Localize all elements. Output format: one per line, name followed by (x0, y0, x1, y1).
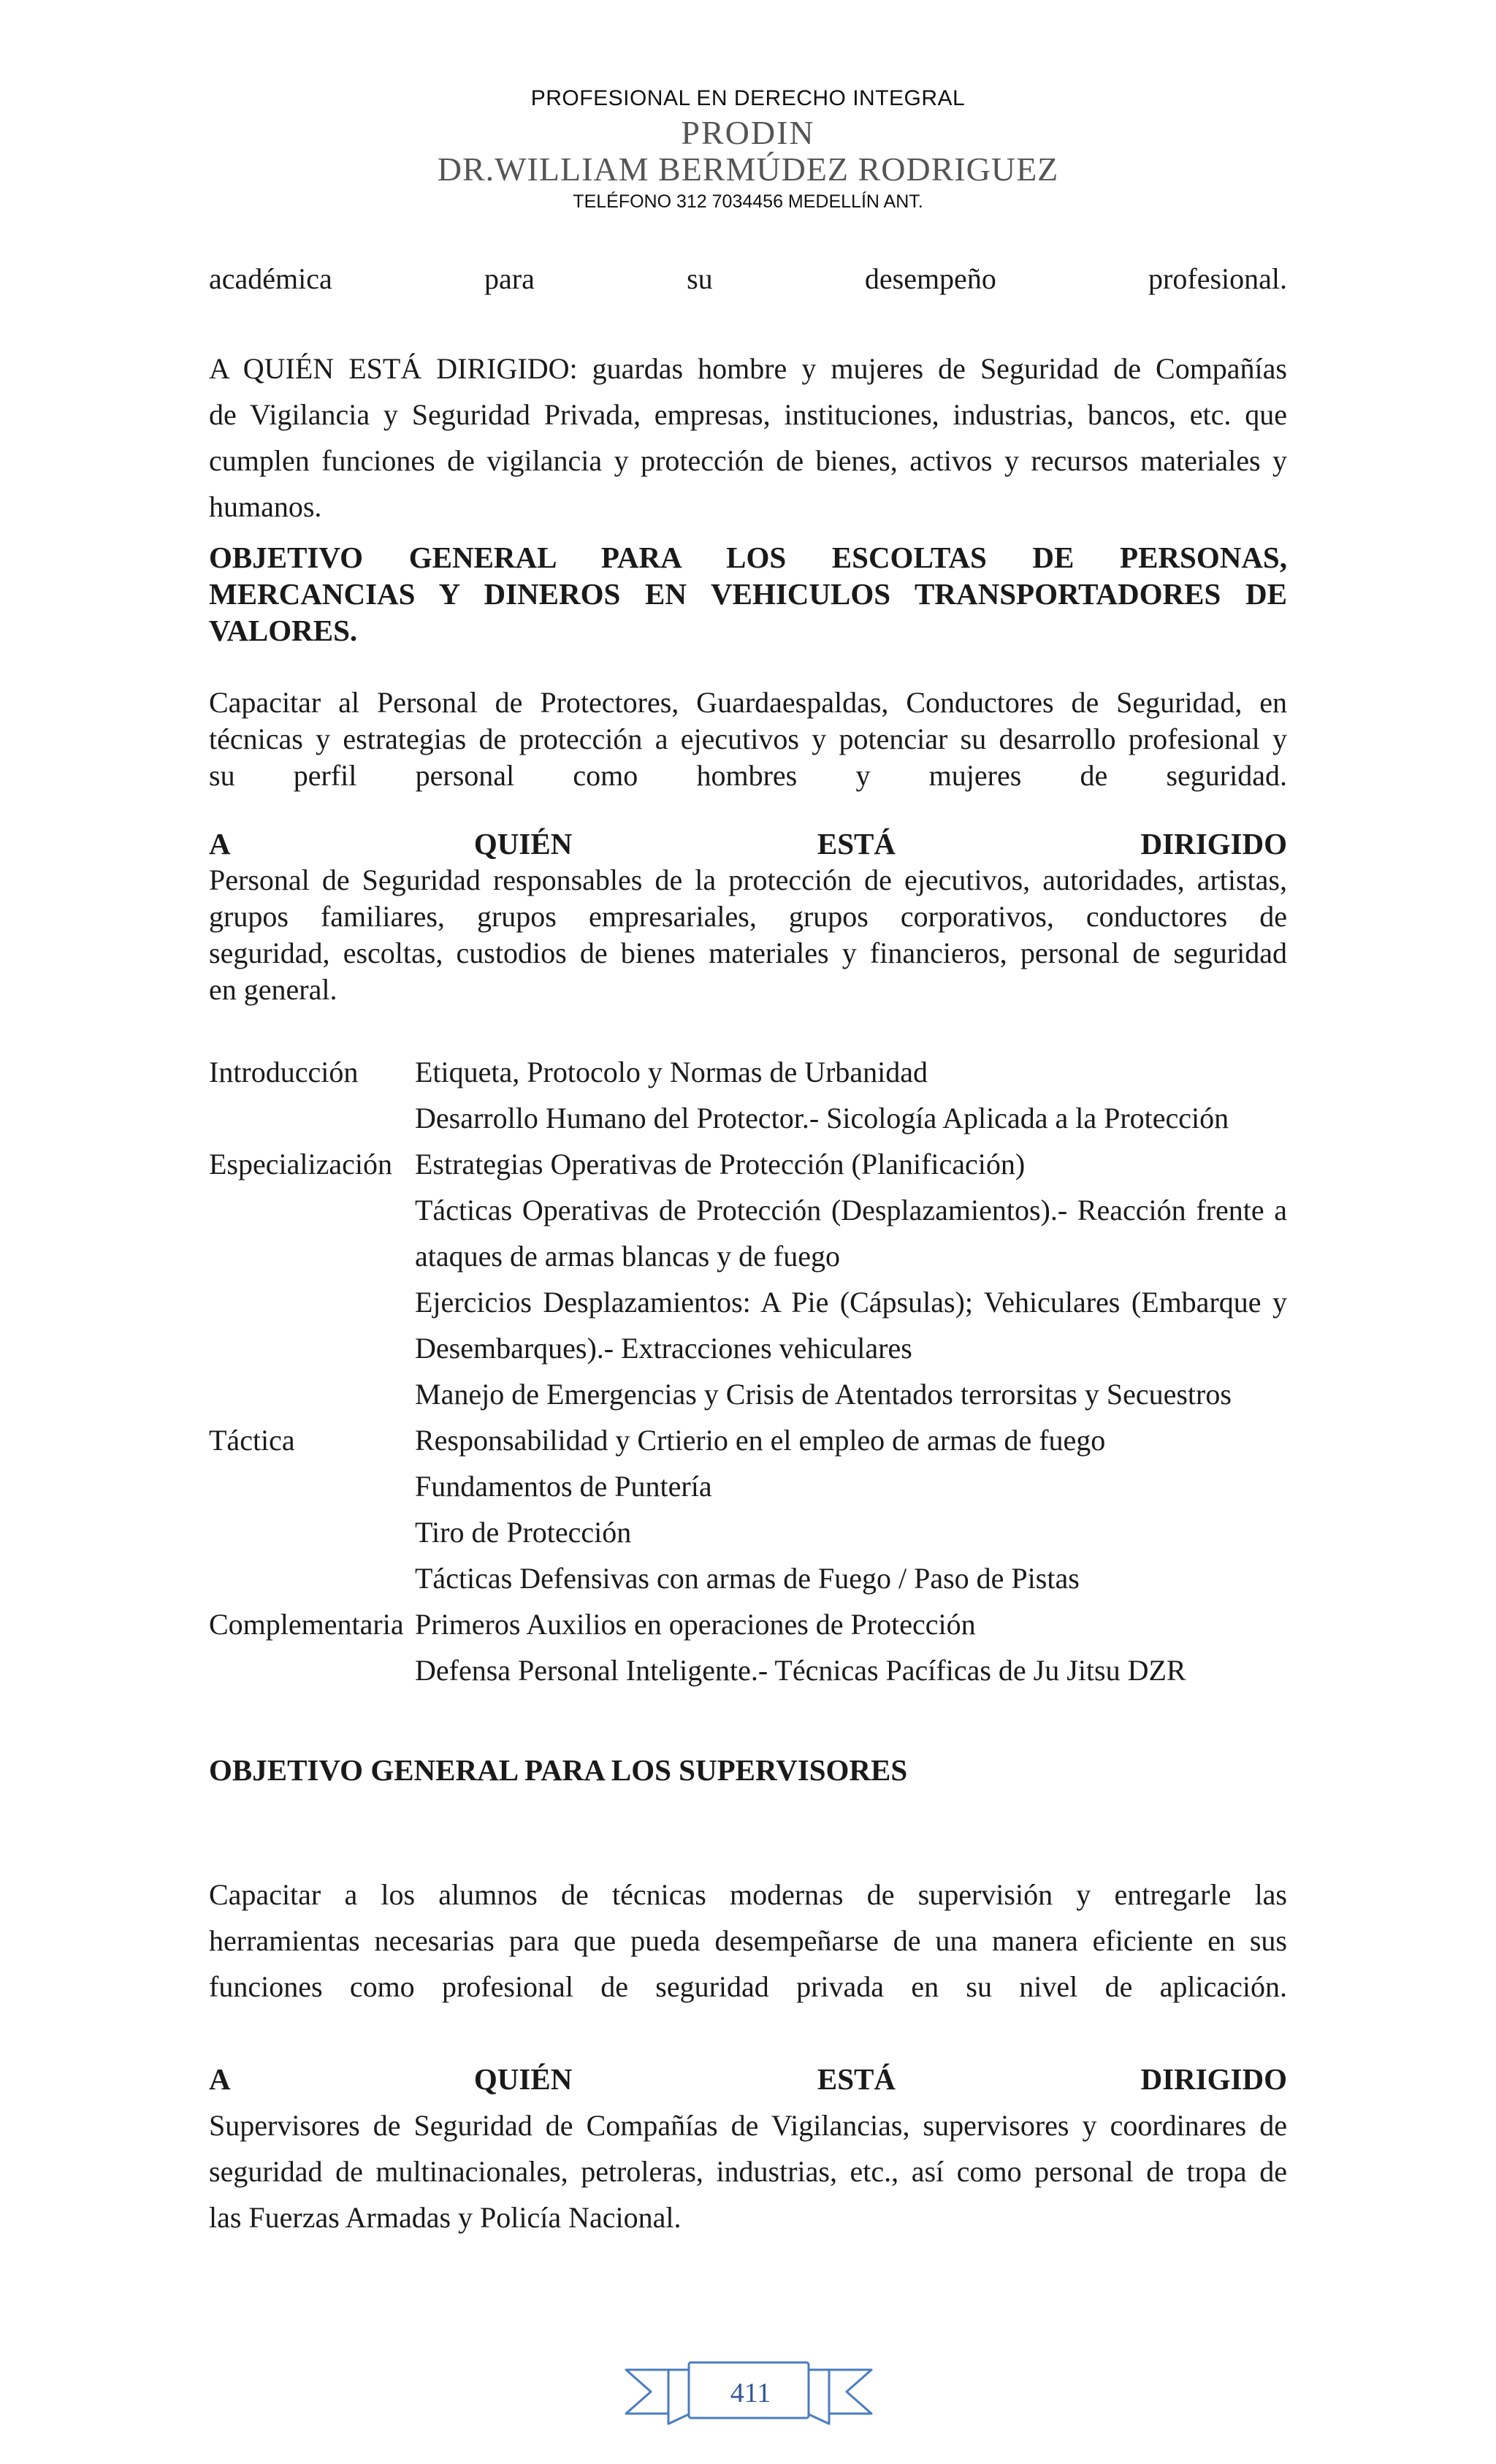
course-topic: Estrategias Operativas de Protección (Planificación) (415, 1148, 1026, 1180)
paragraph-line: seguridad, escoltas, custodios de bienes materiales y financieros, personal de seguridad (209, 937, 1287, 969)
page-number: 411 (730, 2378, 771, 2408)
course-row (209, 1095, 1287, 1141)
course-category: Táctica (209, 1424, 295, 1457)
paragraph-line: funciones como profesional de seguridad privada en su nivel de aplicación. (209, 1970, 1287, 2003)
course-topic: Tácticas Operativas de Protección (Desplazamientos).- Reacción frente a ataques de armas blancas y de fuego (415, 1194, 1287, 1273)
course-category (209, 1279, 415, 1371)
course-row (209, 1463, 1287, 1509)
course-row (209, 1279, 1287, 1371)
dirigido-paragraph-supervisores (209, 2102, 1287, 2240)
course-row (209, 1417, 1287, 1463)
paragraph-line: técnicas y estrategias de protección a ejecutivos y potenciar su desarrollo profesional y (209, 722, 1287, 755)
course-category: Complementaria (209, 1608, 404, 1641)
course-row (209, 1049, 1287, 1095)
paragraph-line: Personal de Seguridad responsables de la protección de ejecutivos, autoridades, artistas, (209, 863, 1287, 896)
course-topic: Ejercicios Desplazamientos: A Pie (Cápsulas); Vehiculares (Embarque y Desembarques).- Extracciones vehiculares (415, 1286, 1287, 1365)
course-category (209, 1371, 415, 1417)
paragraph-line: las Fuerzas Armadas y Policía Nacional. (209, 2201, 682, 2234)
course-category (209, 1555, 415, 1601)
section-title-escoltas (209, 539, 1287, 649)
course-topic: Desarrollo Humano del Protector.- Sicología Aplicada a la Protección (415, 1102, 1229, 1134)
dirigido-heading-escoltas: A QUIÉN ESTÁ DIRIGIDO (209, 827, 1287, 861)
course-topic: Tiro de Protección (415, 1516, 632, 1549)
course-category (209, 1463, 415, 1509)
dirigido-paragraph-1 (209, 346, 1287, 530)
paragraph-line: cumplen funciones de vigilancia y protección de bienes, activos y recursos materiales y (209, 444, 1287, 477)
paragraph-line: A QUIÉN ESTÁ DIRIGIDO: guardas hombre y mujeres de Seguridad de Compañías (209, 352, 1287, 385)
dirigido-heading-supervisores: A QUIÉN ESTÁ DIRIGIDO (209, 2062, 1287, 2096)
course-topic: Tácticas Defensivas con armas de Fuego / Paso de Pistas (415, 1562, 1080, 1595)
header-firm-name: PROFESIONAL EN DERECHO INTEGRAL (530, 86, 966, 110)
paragraph-line: seguridad de multinacionales, petroleras, industrias, etc., así como personal de tropa de (209, 2155, 1287, 2188)
course-row (209, 1555, 1287, 1601)
course-category (209, 1187, 415, 1279)
course-category: Introducción (209, 1056, 359, 1088)
course-row (209, 1371, 1287, 1417)
title-line: MERCANCIAS Y DINEROS EN VEHICULOS TRANSPORTADORES DE (209, 577, 1287, 611)
section-title-supervisores: OBJETIVO GENERAL PARA LOS SUPERVISORES (209, 1753, 908, 1787)
dirigido-paragraph-escoltas (209, 862, 1287, 1008)
course-row (209, 1187, 1287, 1279)
paragraph-line: grupos familiares, grupos empresariales, grupos corporativos, conductores de (209, 900, 1287, 933)
course-category (209, 1509, 415, 1555)
paragraph-line: Capacitar a los alumnos de técnicas modernas de supervisión y entregarle las (209, 1878, 1287, 1911)
paragraph-line: de Vigilancia y Seguridad Privada, empresas, instituciones, industrias, bancos, etc. que (209, 398, 1287, 431)
course-row (209, 1141, 1287, 1187)
header-acronym: PRODIN (681, 114, 815, 151)
paragraph-line: su perfil personal como hombres y mujeres de seguridad. (209, 759, 1287, 792)
course-row (209, 1601, 1287, 1647)
paragraph-line: herramientas necesarias para que pueda desempeñarse de una manera eficiente en sus (209, 1924, 1287, 1957)
course-row (209, 1647, 1287, 1693)
intro-tail-paragraph: académica para su desempeño profesional. (209, 262, 1287, 295)
title-line: VALORES. (209, 614, 358, 647)
paragraph-line: en general. (209, 973, 337, 1006)
course-topic: Etiqueta, Protocolo y Normas de Urbanidad (415, 1056, 928, 1088)
course-row (209, 1509, 1287, 1555)
course-category: Especialización (209, 1148, 392, 1180)
header-phone: TELÉFONO 312 7034456 MEDELLÍN ANT. (573, 191, 923, 212)
escoltas-objective-paragraph (209, 684, 1287, 794)
course-category (209, 1647, 415, 1693)
paragraph-line: humanos. (209, 490, 322, 523)
course-topic: Defensa Personal Inteligente.- Técnicas Pacíficas de Ju Jitsu DZR (415, 1654, 1186, 1687)
supervisores-objective-paragraph (209, 1872, 1287, 2010)
header-author: DR.WILLIAM BERMÚDEZ RODRIGUEZ (437, 150, 1059, 188)
course-topic: Manejo de Emergencias y Crisis de Atentados terrorsitas y Secuestros (415, 1378, 1232, 1411)
title-line: OBJETIVO GENERAL PARA LOS ESCOLTAS DE PERSONAS, (209, 541, 1287, 574)
course-topic: Responsabilidad y Crtierio en el empleo de armas de fuego (415, 1424, 1106, 1457)
course-topic: Fundamentos de Puntería (415, 1470, 712, 1503)
paragraph-line: Supervisores de Seguridad de Compañías de Vigilancias, supervisores y coordinares de (209, 2109, 1287, 2142)
course-topic: Primeros Auxilios en operaciones de Protección (415, 1608, 976, 1641)
paragraph-line: Capacitar al Personal de Protectores, Guardaespaldas, Conductores de Seguridad, en (209, 686, 1287, 719)
course-category (209, 1095, 415, 1141)
course-topics-table (209, 1049, 1287, 1693)
